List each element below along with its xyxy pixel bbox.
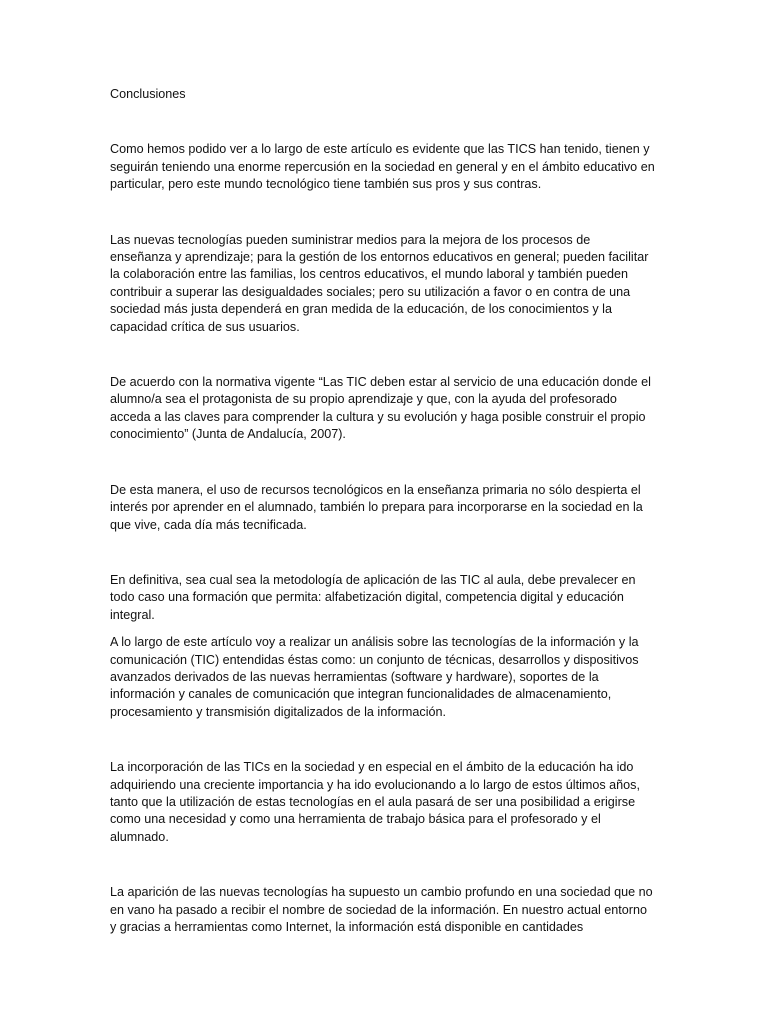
- paragraph-1: Como hemos podido ver a lo largo de este artículo es evidente que las TICS han tenido, tienen y seguirán teniendo una enorme repercusión en la sociedad en general y en el ámbito educativo en particular, pero este mundo tecnológico tiene también sus pros y sus contras.: [110, 142, 655, 192]
- paragraph-8: La aparición de las nuevas tecnologías ha supuesto un cambio profundo en una sociedad que no en vano ha pasado a recibir el nombre de sociedad de la información. En nuestro actual entorno y gracias a herramientas como Internet, la información está disponible en cantidades: [110, 885, 653, 934]
- paragraph-4: De esta manera, el uso de recursos tecnológicos en la enseñanza primaria no sólo despierta el interés por aprender en el alumnado, también lo prepara para incorporarse en la sociedad en la que vive, cada día más tecnificada.: [110, 482, 643, 532]
- paragraph-7: La incorporación de las TICs en la sociedad y en especial en el ámbito de la educación ha ido adquiriendo una creciente importancia y ha ido evolucionando a lo largo de estos últimos años, tanto que la utilización de estas tecnologías en el aula pasará de ser una posibilidad a erigirse como una necesidad y como una herramienta de trabajo básica para el profesorado y el alumnado.: [110, 760, 640, 844]
- section-heading: Conclusiones: [110, 87, 186, 101]
- paragraph-2: Las nuevas tecnologías pueden suministrar medios para la mejora de los procesos de enseñanza y aprendizaje; para la gestión de los entornos educativos en general; pueden facilitar la colaboración entre las familias, los centros educativos, el mundo laboral y también pueden contribuir a superar las desigualdades sociales; pero su utilización a favor o en contra de una sociedad más justa dependerá en gran medida de la educación, de los conocimientos y la capacidad crítica de sus usuarios.: [110, 232, 649, 334]
- paragraph-5: En definitiva, sea cual sea la metodología de aplicación de las TIC al aula, debe prevalecer en todo caso una formación que permita: alfabetización digital, competencia digital y educación integral.: [110, 572, 636, 622]
- document-body: [110, 86, 655, 974]
- paragraph-3: De acuerdo con la normativa vigente “Las TIC deben estar al servicio de una educación donde el alumno/a sea el protagonista de su propio aprendizaje y que, con la ayuda del profesorado acceda a las claves para comprender la cultura y su evolución y haga posible construir el propio conocimiento” (Junta de Andalucía, 2007).: [110, 375, 651, 442]
- paragraph-6: A lo largo de este artículo voy a realizar un análisis sobre las tecnologías de la información y la comunicación (TIC) entendidas éstas como: un conjunto de técnicas, desarrollos y dispositivos avanzados derivados de las nuevas herramientas (software y hardware), soportes de la información y canales de comunicación que integran funcionalidades de almacenamiento, procesamiento y transmisión digitalizados de la información.: [110, 635, 639, 719]
